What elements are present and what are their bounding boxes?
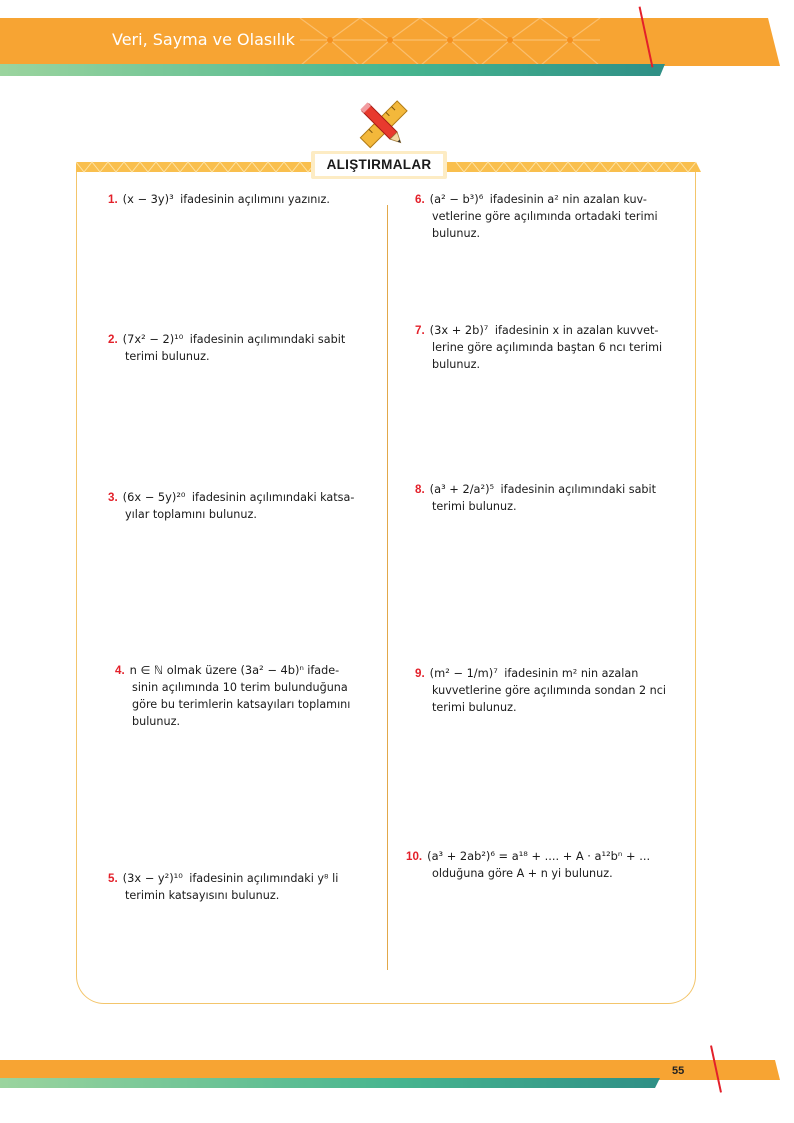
- problem-number: 4.: [115, 664, 125, 677]
- problem-text: ifadesinin açılımındaki sabit: [500, 483, 657, 496]
- problem-text: ifadesinin açılımındaki y⁸ li: [189, 872, 339, 885]
- problem-8: [415, 481, 685, 515]
- problem-7: [415, 322, 685, 373]
- problem-expression: (7x² − 2)¹⁰: [122, 332, 184, 346]
- problem-text: kuvvetlerine göre açılımında sondan 2 nci: [432, 684, 667, 697]
- problem-number: 2.: [108, 333, 118, 346]
- problem-text: terimi bulunuz.: [432, 500, 517, 513]
- problem-text: yılar toplamını bulunuz.: [125, 508, 257, 521]
- problem-text: bulunuz.: [132, 715, 181, 728]
- problem-9: [415, 665, 690, 716]
- problem-text: terimi bulunuz.: [432, 701, 517, 714]
- problem-number: 9.: [415, 667, 425, 680]
- problem-expression: (x − 3y)³: [122, 192, 174, 206]
- problem-text: terimin katsayısını bulunuz.: [125, 889, 280, 902]
- problem-text: ifadesinin x in azalan kuvvet-: [494, 324, 659, 337]
- pencil-ruler-icon: [356, 96, 410, 154]
- problem-number: 6.: [415, 193, 425, 206]
- problem-text: ifadesinin açılımındaki katsa-: [191, 491, 355, 504]
- problem-text: ifadesinin açılımındaki sabit: [189, 333, 346, 346]
- chapter-title: Veri, Sayma ve Olasılık: [112, 30, 295, 49]
- problem-6: [415, 191, 685, 242]
- problem-expression: (m² − 1/m)⁷: [429, 666, 498, 680]
- problem-number: 1.: [108, 193, 118, 206]
- problem-expression: (a² − b³)⁶: [429, 192, 484, 206]
- problem-10: [406, 848, 691, 882]
- problem-3: [108, 489, 378, 523]
- problem-number: 5.: [108, 872, 118, 885]
- problem-text: ifadesinin a² nin azalan kuv-: [489, 193, 647, 206]
- column-divider: [387, 205, 388, 970]
- problem-expression: (a³ + 2ab²)⁶ = a¹⁸ + .... + A · a¹²bⁿ + ...: [427, 849, 651, 863]
- problem-text: lerine göre açılımında baştan 6 ncı terimi: [432, 341, 663, 354]
- problem-text: bulunuz.: [432, 227, 481, 240]
- problem-expression: n ∈ ℕ olmak üzere (3a² − 4b)ⁿ: [129, 663, 304, 677]
- problem-text: vetlerine göre açılımında ortadaki terimi: [432, 210, 658, 223]
- problem-expression: (3x + 2b)⁷: [429, 323, 489, 337]
- problem-text: göre bu terimlerin katsayıları toplamını: [132, 698, 351, 711]
- problem-text: bulunuz.: [432, 358, 481, 371]
- problem-number: 3.: [108, 491, 118, 504]
- page-number: 55: [672, 1065, 685, 1077]
- problem-text: sinin açılımında 10 terim bulunduğuna: [132, 681, 348, 694]
- problem-text: olduğuna göre A + n yi bulunuz.: [432, 867, 613, 880]
- section-title: ALIŞTIRMALAR: [315, 154, 443, 176]
- problem-text: ifadesinin m² nin azalan: [504, 667, 639, 680]
- problem-4: [115, 662, 377, 730]
- problem-text: terimi bulunuz.: [125, 350, 210, 363]
- problem-text: ifadesinin açılımını yazınız.: [180, 193, 330, 206]
- problem-expression: (a³ + 2/a²)⁵: [429, 482, 495, 496]
- problem-number: 7.: [415, 324, 425, 337]
- problem-number: 10.: [406, 850, 423, 863]
- problem-expression: (6x − 5y)²⁰: [122, 490, 186, 504]
- header-stripe: [0, 64, 670, 78]
- problem-expression: (3x − y²)¹⁰: [122, 871, 183, 885]
- problem-2: [108, 331, 378, 365]
- problem-1: [108, 191, 378, 208]
- problem-number: 8.: [415, 483, 425, 496]
- problem-5: [108, 870, 383, 904]
- problem-text: ifade-: [307, 664, 340, 677]
